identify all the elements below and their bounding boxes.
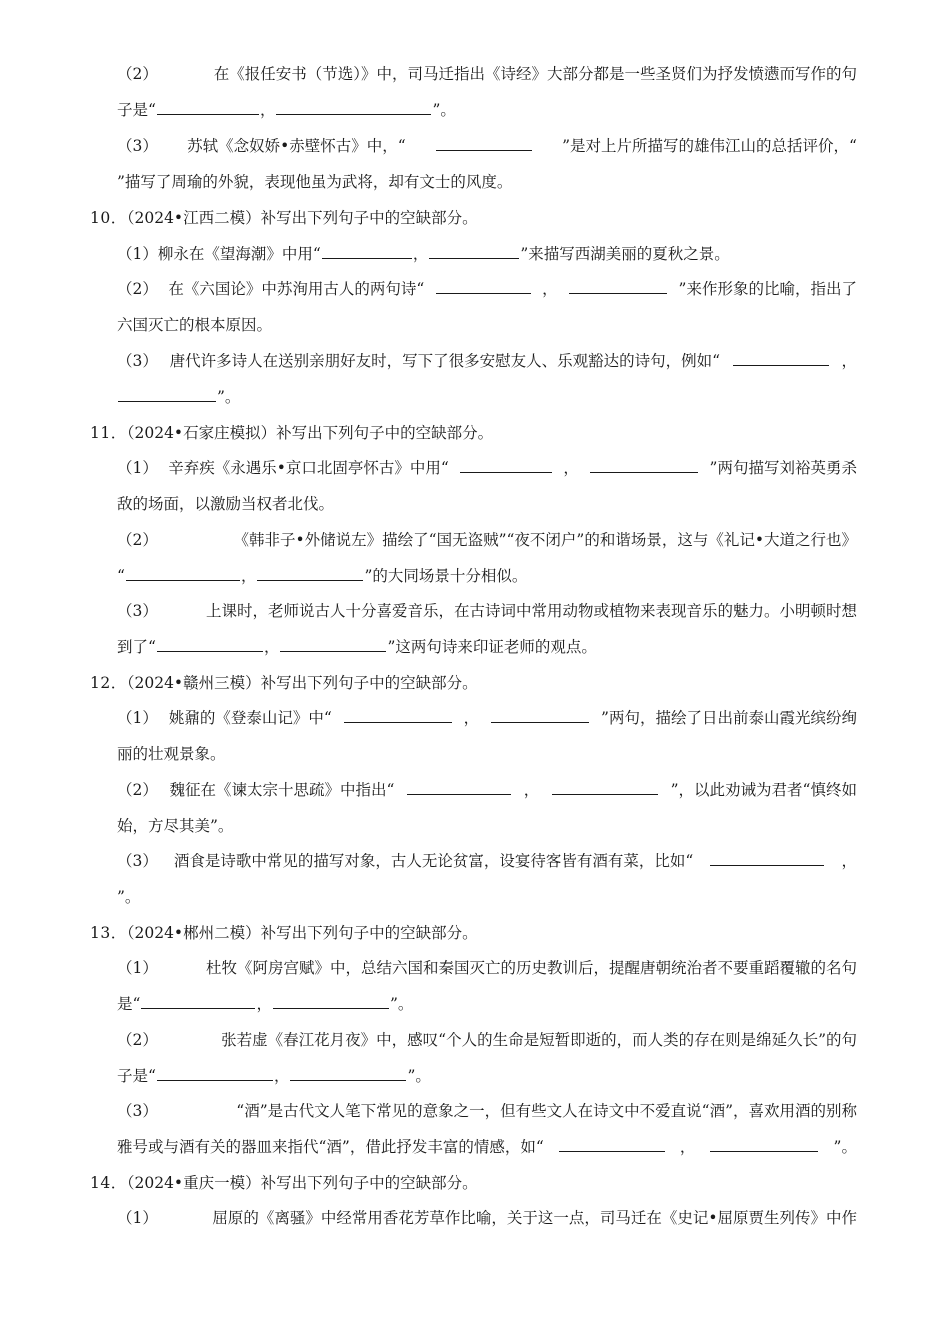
- q12-p3-line2: ”。: [117, 888, 141, 906]
- blank[interactable]: [491, 708, 589, 723]
- q12-p1-line2: 丽的壮观景象。: [117, 745, 226, 763]
- q13-p2-line2: 子是“ ， ”。: [117, 1067, 431, 1085]
- blank[interactable]: [407, 780, 511, 795]
- blank[interactable]: [290, 1066, 406, 1081]
- blank[interactable]: [257, 566, 363, 581]
- blank[interactable]: [276, 100, 431, 115]
- q9-p2-line1: [117, 64, 857, 84]
- q13-p1-line2: 是“ ， ”。: [117, 995, 414, 1013]
- q9-p3-line2: ”描写了周瑜的外貌，表现他虽为武将，却有文士的风度。: [117, 173, 513, 191]
- blank[interactable]: [710, 1137, 818, 1152]
- q13-stem: 13．（2024•郴州二模）补写出下列句子中的空缺部分。: [90, 924, 478, 942]
- q14-p1-line1: （1） 屈原的《离骚》中经常用香花芳草作比喻，关于这一点，司马迁在《史记•屈原贾生列传》中作: [117, 1209, 857, 1227]
- blank[interactable]: [436, 136, 532, 151]
- q13-p2-line1: （2） 张若虚《春江花月夜》中，感叹“个人的生命是短暂即逝的，而人类的存在则是绵延久长”的句: [117, 1031, 857, 1049]
- blank[interactable]: [157, 100, 259, 115]
- q10-p1: （1）柳永在《望海潮》中用“ ， ”来描写西湖美丽的夏秋之景。: [117, 245, 730, 263]
- blank[interactable]: [590, 458, 698, 473]
- blank[interactable]: [280, 637, 386, 652]
- q10-p2-line2: 六国灭亡的根本原因。: [117, 316, 273, 334]
- blank[interactable]: [559, 1137, 665, 1152]
- q11-p2-line2: “ ， ”的大同场景十分相似。: [117, 567, 528, 585]
- blank[interactable]: [552, 780, 658, 795]
- q13-p3-line2: 雅号或与酒有关的器皿来指代“酒”，借此抒发丰富的情感，如“ ， ”。: [117, 1138, 857, 1156]
- q9-p2-line2: 子是“ ， ”。: [117, 101, 456, 119]
- q11-p2-line1: （2） 《韩非子•外储说左》描绘了“国无盗贼”“夜不闭户”的和谐场景，这与《礼记•大道之行也》: [117, 531, 857, 549]
- blank[interactable]: [157, 637, 263, 652]
- q13-p1-line1: （1） 杜牧《阿房宫赋》中，总结六国和秦国灭亡的历史教训后，提醒唐朝统治者不要重蹈覆辙的名句: [117, 959, 857, 977]
- blank[interactable]: [273, 994, 389, 1009]
- q12-stem: 12．（2024•赣州三模）补写出下列句子中的空缺部分。: [90, 674, 478, 692]
- q11-p1-line2: 敌的场面，以激励当权者北伐。: [117, 495, 335, 513]
- q9-p2-label: （2）: [117, 65, 158, 83]
- q10-p3-line1: （3） 唐代许多诗人在送别亲朋好友时，写下了很多安慰友人、乐观豁达的诗句，例如“ ，: [117, 352, 857, 370]
- blank[interactable]: [141, 994, 255, 1009]
- blank[interactable]: [710, 851, 824, 866]
- q11-p3-line1: （3） 上课时，老师说古人十分喜爱音乐，在古诗词中常用动物或植物来表现音乐的魅力。小明顿时想: [117, 602, 857, 620]
- q12-p3-line1: （3） 酒食是诗歌中常见的描写对象，古人无论贫富，设宴待客皆有酒有菜，比如“ ，: [117, 852, 857, 870]
- q9-p2-text: 在《报任安书（节选）》中，司马迁指出《诗经》大部分都是一些圣贤们为抒发愤懑而写作的句: [213, 65, 857, 83]
- q13-p3-line1: （3） “酒”是古代文人笔下常见的意象之一，但有些文人在诗文中不爱直说“酒”，喜欢用酒的别称: [117, 1102, 857, 1120]
- blank[interactable]: [157, 1066, 273, 1081]
- blank[interactable]: [460, 458, 552, 473]
- q9-p3-line1: （3） 苏轼《念奴娇•赤壁怀古》中，“ ”是对上片所描写的雄伟江山的总括评价，“: [117, 137, 857, 155]
- q11-stem: 11．（2024•石家庄模拟）补写出下列句子中的空缺部分。: [90, 424, 494, 442]
- q10-p2-line1: （2） 在《六国论》中苏洵用古人的两句诗“ ， ”来作形象的比喻，指出了: [117, 280, 857, 298]
- q10-p3-line2: ”。: [117, 387, 240, 407]
- blank[interactable]: [322, 244, 412, 259]
- q11-p1-line1: （1） 辛弃疾《永遇乐•京口北固亭怀古》中用“ ， ”两句描写刘裕英勇杀: [117, 459, 857, 477]
- q12-p2-line1: （2） 魏征在《谏太宗十思疏》中指出“ ， ”，以此劝诫为君者“慎终如: [117, 781, 857, 799]
- blank[interactable]: [429, 244, 519, 259]
- blank[interactable]: [344, 708, 452, 723]
- q10-stem: 10．（2024•江西二模）补写出下列句子中的空缺部分。: [90, 209, 478, 227]
- blank[interactable]: [118, 387, 216, 402]
- blank[interactable]: [733, 351, 829, 366]
- q12-p2-line2: 始，方尽其美”。: [117, 817, 234, 835]
- blank[interactable]: [126, 566, 240, 581]
- q11-p3-line2: 到了“ ， ”这两句诗来印证老师的观点。: [117, 638, 597, 656]
- q14-stem: 14．（2024•重庆一模）补写出下列句子中的空缺部分。: [90, 1174, 478, 1192]
- blank[interactable]: [569, 279, 667, 294]
- blank[interactable]: [436, 279, 531, 294]
- q12-p1-line1: （1） 姚鼐的《登泰山记》中“ ， ”两句，描绘了日出前泰山霞光缤纷绚: [117, 709, 857, 727]
